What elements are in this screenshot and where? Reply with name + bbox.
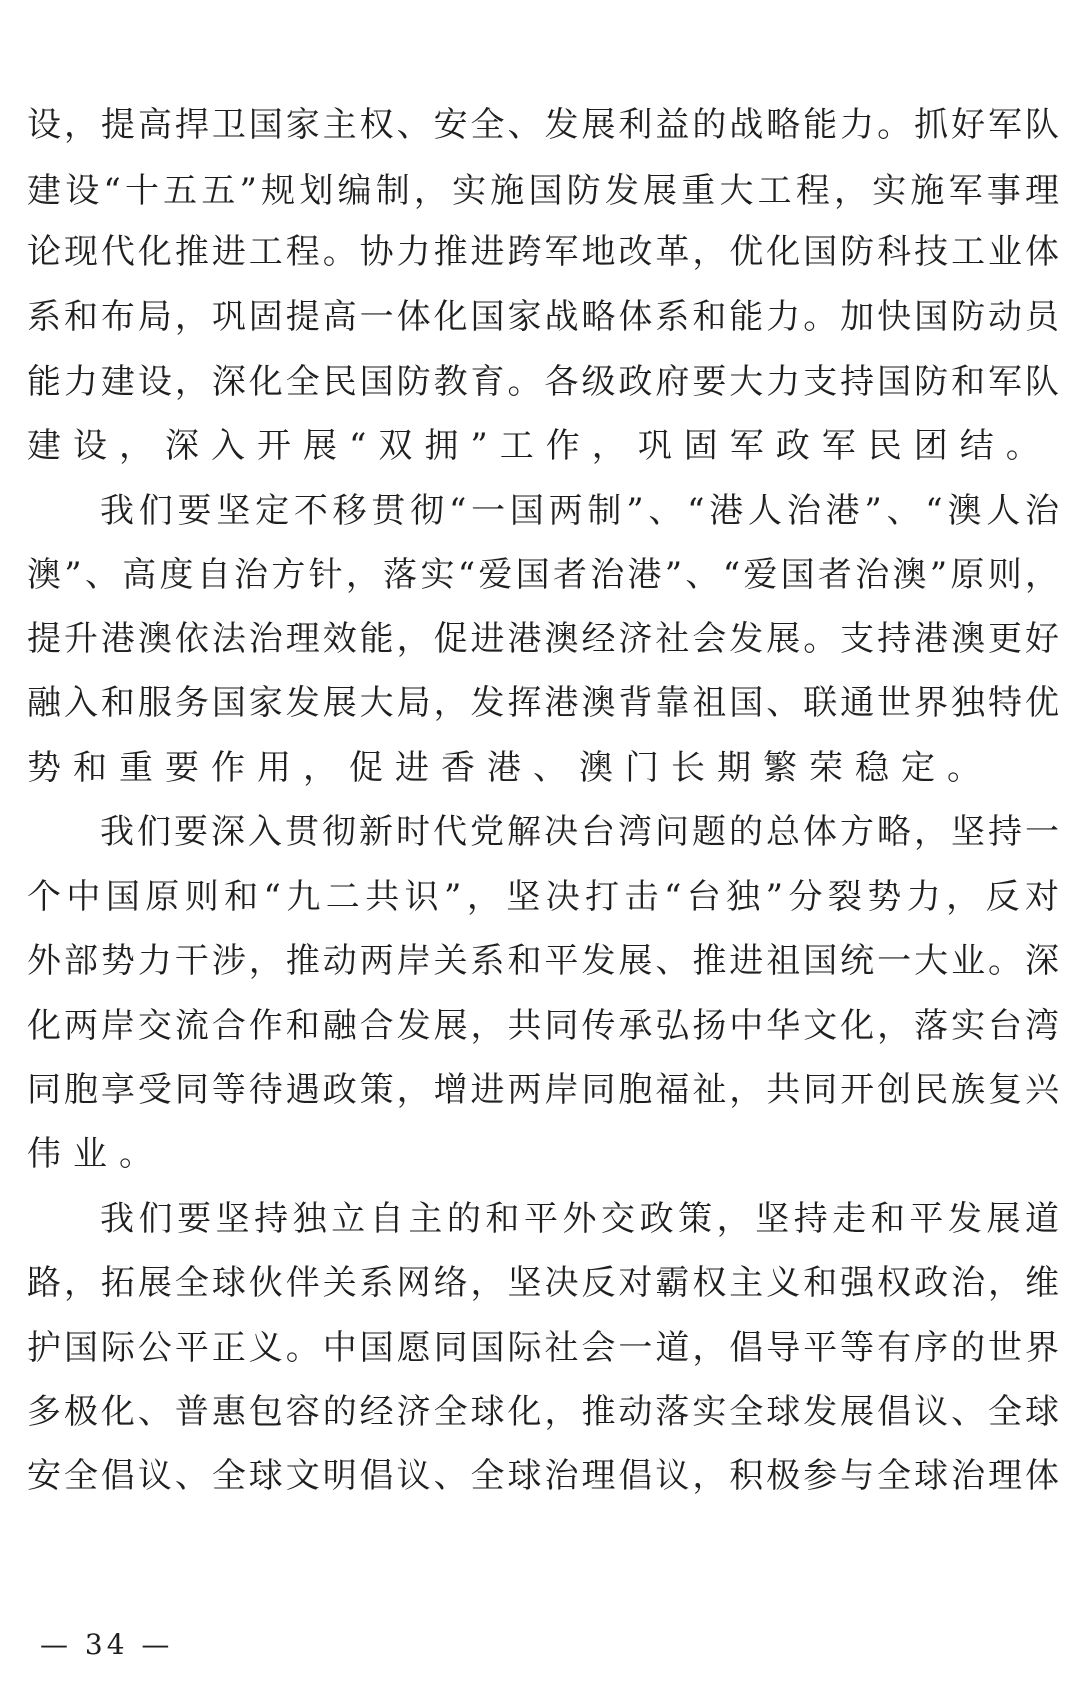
text-line: 系和布局，巩固提高一体化国家战略体系和能力。加快国防动员 (27, 297, 1059, 337)
text-line: 融入和服务国家发展大局，发挥港澳背靠祖国、联通世界独特优 (27, 683, 1059, 723)
text-line: 澳”、高度自治方针，落实“爱国者治港”、“爱国者治澳”原则， (27, 555, 1059, 595)
text-line: 伟业。 (27, 1134, 165, 1174)
text-line: 建设，深入开展“双拥”工作，巩固军政军民团结。 (27, 426, 1052, 466)
text-line: 多极化、普惠包容的经济全球化，推动落实全球发展倡议、全球 (27, 1392, 1059, 1432)
text-line: 提升港澳依法治理效能，促进港澳经济社会发展。支持港澳更好 (27, 619, 1059, 659)
page-number: — 34 — (40, 1628, 174, 1661)
text-line: 化两岸交流合作和融合发展，共同传承弘扬中华文化，落实台湾 (27, 1006, 1059, 1046)
paragraph-first-line: 我们要坚定不移贯彻“一国两制”、“港人治港”、“澳人治 (100, 491, 1059, 531)
text-line: 建设“十五五”规划编制，实施国防发展重大工程，实施军事理 (27, 171, 1059, 211)
text-line: 护国际公平正义。中国愿同国际社会一道，倡导平等有序的世界 (27, 1328, 1059, 1368)
text-line: 外部势力干涉，推动两岸关系和平发展、推进祖国统一大业。深 (27, 941, 1059, 981)
text-line: 论现代化推进工程。协力推进跨军地改革，优化国防科技工业体 (27, 232, 1059, 272)
text-line: 势和重要作用，促进香港、澳门长期繁荣稳定。 (27, 748, 993, 788)
paragraph-first-line: 我们要深入贯彻新时代党解决台湾问题的总体方略，坚持一 (100, 812, 1059, 852)
text-line: 能力建设，深化全民国防教育。各级政府要大力支持国防和军队 (27, 362, 1059, 402)
text-line: 路，拓展全球伙伴关系网络，坚决反对霸权主义和强权政治，维 (27, 1263, 1059, 1303)
text-line: 安全倡议、全球文明倡议、全球治理倡议，积极参与全球治理体 (27, 1456, 1059, 1496)
text-line: 设，提高捍卫国家主权、安全、发展利益的战略能力。抓好军队 (27, 105, 1059, 145)
text-line: 同胞享受同等待遇政策，增进两岸同胞福祉，共同开创民族复兴 (27, 1070, 1059, 1110)
paragraph-first-line: 我们要坚持独立自主的和平外交政策，坚持走和平发展道 (100, 1199, 1059, 1239)
text-line: 个中国原则和“九二共识”，坚决打击“台独”分裂势力，反对 (27, 877, 1059, 917)
